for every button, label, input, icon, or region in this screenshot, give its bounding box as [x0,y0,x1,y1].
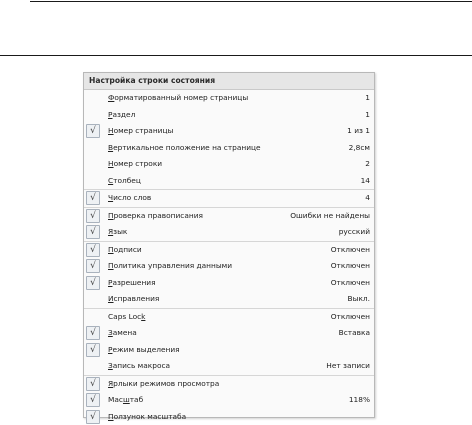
menu-item-gutter [84,342,104,359]
menu-item-value: русский [339,224,370,241]
access-key: Ч [108,193,113,202]
menu-item-gutter [84,123,104,140]
menu-item-gutter [84,208,104,225]
menu-item-gutter [84,325,104,342]
menu-item-label: Проверка правописания [108,208,203,225]
access-key: П [108,261,114,270]
menu-item-value: Выкл. [348,291,370,308]
access-key: И [108,294,114,303]
menu-item-value: 4 [365,190,370,207]
menu-item[interactable] [84,275,374,292]
menu-item-value: Нет записи [326,358,370,375]
menu-item-gutter [84,173,104,190]
menu-item-value: Отключен [331,309,370,326]
menu-item[interactable] [84,90,374,107]
menu-item-gutter [84,190,104,207]
menu-item-gutter [84,376,104,393]
access-key: З [108,328,113,337]
access-key: Н [108,126,114,135]
access-key: Ф [108,93,114,102]
menu-item-label: Форматированный номер страницы [108,90,248,107]
access-key: С [108,176,113,185]
menu-item[interactable] [84,156,374,173]
menu-item-gutter [84,156,104,173]
status-bar-context-menu [83,72,375,418]
menu-item-label: Ползунок масштаба [108,409,186,425]
access-key: Я [108,227,113,236]
access-key: Р [108,278,112,287]
menu-item[interactable] [84,375,374,393]
menu-item-label: Раздел [108,107,135,124]
menu-item[interactable] [84,123,374,140]
menu-item-value: 2,8см [349,140,370,157]
access-key: k [141,312,145,321]
menu-title: Настройка строки состояния [84,73,374,90]
menu-item-gutter [84,90,104,107]
menu-item-gutter [84,358,104,375]
menu-item-label: Масштаб [108,392,143,409]
menu-item-gutter [84,392,104,409]
menu-item-value: Отключен [331,275,370,292]
menu-item-gutter [84,224,104,241]
access-key: Р [108,345,112,354]
top-divider [30,1,472,2]
menu-item[interactable] [84,189,374,207]
menu-item-value: Вставка [339,325,370,342]
menu-item-label: Подписи [108,242,142,259]
menu-item[interactable] [84,325,374,342]
menu-item-label: Запись макроса [108,358,170,375]
menu-item[interactable] [84,392,374,409]
menu-item[interactable] [84,358,374,375]
menu-item-value: 1 из 1 [347,123,370,140]
menu-item-label: Ярлыки режимов просмотра [108,376,219,393]
menu-item-label: Язык [108,224,127,241]
middle-divider [0,55,472,56]
menu-item[interactable] [84,308,374,326]
menu-item-value: 118% [349,392,370,409]
access-key: В [108,143,113,152]
menu-item[interactable] [84,107,374,124]
menu-item-gutter [84,409,104,425]
menu-item[interactable] [84,224,374,241]
menu-item[interactable] [84,207,374,225]
checkmark-icon: √ [86,393,100,407]
checkmark-icon: √ [86,276,100,290]
menu-item-label: Разрешения [108,275,156,292]
access-key: П [108,245,114,254]
menu-item[interactable] [84,140,374,157]
menu-item-label: Замена [108,325,137,342]
checkmark-icon: √ [86,209,100,223]
menu-item-value: Отключен [331,258,370,275]
checkmark-icon: √ [86,410,100,424]
menu-item-label: Столбец [108,173,141,190]
menu-item-gutter [84,309,104,326]
menu-items [84,90,374,425]
menu-item-gutter [84,258,104,275]
menu-item-value: Ошибки не найдены [290,208,370,225]
checkmark-icon: √ [86,191,100,205]
menu-item-value: 1 [365,90,370,107]
checkmark-icon: √ [86,326,100,340]
access-key: Я [108,379,113,388]
menu-item-label: Caps Lock [108,309,145,326]
checkmark-icon: √ [86,124,100,138]
checkmark-icon: √ [86,225,100,239]
access-key: Р [108,110,112,119]
access-key: Н [108,159,114,168]
menu-item-gutter [84,291,104,308]
menu-item-label: Номер строки [108,156,162,173]
menu-item-value: 1 [365,107,370,124]
menu-item-label: Режим выделения [108,342,180,359]
access-key: ш [123,395,130,404]
menu-item-gutter [84,107,104,124]
menu-item-gutter [84,140,104,157]
menu-item-value: 14 [361,173,370,190]
menu-item-gutter [84,275,104,292]
checkmark-icon: √ [86,243,100,257]
menu-item[interactable] [84,409,374,425]
menu-item-label: Политика управления данными [108,258,232,275]
menu-item[interactable] [84,342,374,359]
access-key: П [108,211,114,220]
checkmark-icon: √ [86,377,100,391]
menu-item[interactable] [84,258,374,275]
menu-item[interactable] [84,173,374,190]
menu-item-label: Вертикальное положение на странице [108,140,261,157]
menu-item[interactable] [84,241,374,259]
menu-item-value: 2 [365,156,370,173]
menu-item-label: Исправления [108,291,159,308]
menu-item-label: Номер страницы [108,123,173,140]
menu-item[interactable] [84,291,374,308]
checkmark-icon: √ [86,259,100,273]
access-key: З [108,361,113,370]
menu-item-label: Число слов [108,190,151,207]
menu-item-value: Отключен [331,242,370,259]
access-key: П [108,412,114,421]
checkmark-icon: √ [86,343,100,357]
menu-item-gutter [84,242,104,259]
